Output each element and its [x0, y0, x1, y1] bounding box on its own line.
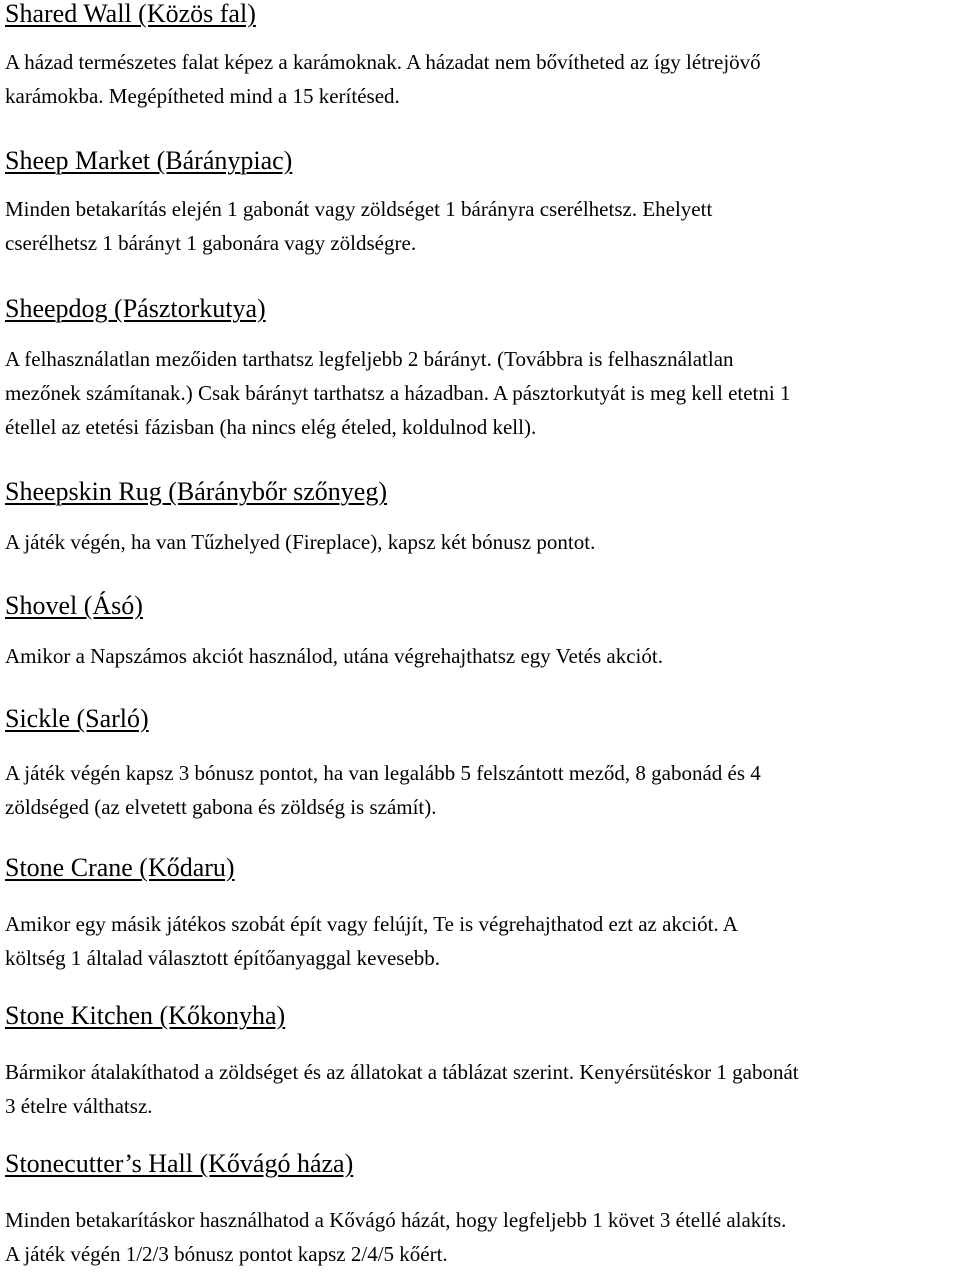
description-line: zöldséged (az elvetett gabona és zöldség is számít). — [5, 795, 437, 819]
entry-title: Sickle (Sarló) — [5, 704, 149, 733]
description-line: Bármikor átalakíthatod a zöldséget és az állatokat a táblázat szerint. Kenyérsütéskor 1 gabonát — [5, 1060, 799, 1084]
description-line: karámokba. Megépítheted mind a 15 kerítésed. — [5, 84, 400, 108]
entry-title: Stone Crane (Kődaru) — [5, 853, 235, 882]
description-line: mezőnek számítanak.) Csak bárányt tarthatsz a házadban. A pásztorkutyát is meg kell etetni 1 — [5, 381, 791, 405]
description-line: Minden betakarítás elején 1 gabonát vagy zöldséget 1 bárányra cserélhetsz. Ehelyett — [5, 197, 713, 221]
description-line: Amikor a Napszámos akciót használod, utána végrehajthatsz egy Vetés akciót. — [5, 644, 663, 668]
description-line: A házad természetes falat képez a karámoknak. A házadat nem bővítheted az így létrejövő — [5, 50, 761, 74]
entry-title: Sheepskin Rug (Báránybőr szőnyeg) — [5, 477, 387, 506]
entry-description — [5, 342, 960, 444]
entry-description — [5, 192, 960, 260]
description-line: A felhasználatlan mezőiden tarthatsz legfeljebb 2 bárányt. (Továbbra is felhasználatlan — [5, 347, 734, 371]
description-line: A játék végén, ha van Tűzhelyed (Fireplace), kapsz két bónusz pontot. — [5, 530, 596, 554]
entry-sickle — [5, 704, 960, 824]
description-line: Minden betakarításkor használhatod a Kővágó házát, hogy legfeljebb 1 követ 3 étellé alakíts. — [5, 1208, 787, 1232]
entry-title: Sheepdog (Pásztorkutya) — [5, 294, 266, 323]
entry-description — [5, 639, 960, 673]
entry-description — [5, 525, 960, 559]
description-line: étellel az etetési fázisban (ha nincs elég ételed, koldulnod kell). — [5, 415, 537, 439]
entry-description — [5, 907, 960, 975]
description-line: A játék végén 1/2/3 bónusz pontot kapsz 2/4/5 kőért. — [5, 1242, 448, 1266]
entry-stonecutters-hall — [5, 1149, 960, 1271]
entry-shared-wall — [5, 0, 960, 113]
entry-title: Stonecutter’s Hall (Kővágó háza) — [5, 1149, 354, 1178]
entry-sheep-market — [5, 146, 960, 260]
entry-sheepdog — [5, 294, 960, 444]
entry-title: Stone Kitchen (Kőkonyha) — [5, 1001, 286, 1030]
entry-title: Sheep Market (Báránypiac) — [5, 146, 293, 175]
entry-description — [5, 1055, 960, 1123]
description-line: 3 ételre válthatsz. — [5, 1094, 153, 1118]
entry-stone-crane — [5, 853, 960, 975]
description-line: A játék végén kapsz 3 bónusz pontot, ha van legalább 5 felszántott meződ, 8 gabonád és 4 — [5, 761, 761, 785]
description-line: Amikor egy másik játékos szobát épít vagy felújít, Te is végrehajthatod ezt az akciót. A — [5, 912, 738, 936]
description-line: cserélhetsz 1 bárányt 1 gabonára vagy zöldségre. — [5, 231, 417, 255]
entry-stone-kitchen — [5, 1001, 960, 1123]
entry-description — [5, 45, 960, 113]
description-line: költség 1 általad választott építőanyaggal kevesebb. — [5, 946, 441, 970]
entry-sheepskin-rug — [5, 477, 960, 559]
entry-shovel — [5, 591, 960, 673]
entry-title: Shared Wall (Közös fal) — [5, 0, 256, 28]
entry-title: Shovel (Ásó) — [5, 591, 143, 620]
entry-description — [5, 756, 960, 824]
entry-description — [5, 1203, 960, 1271]
